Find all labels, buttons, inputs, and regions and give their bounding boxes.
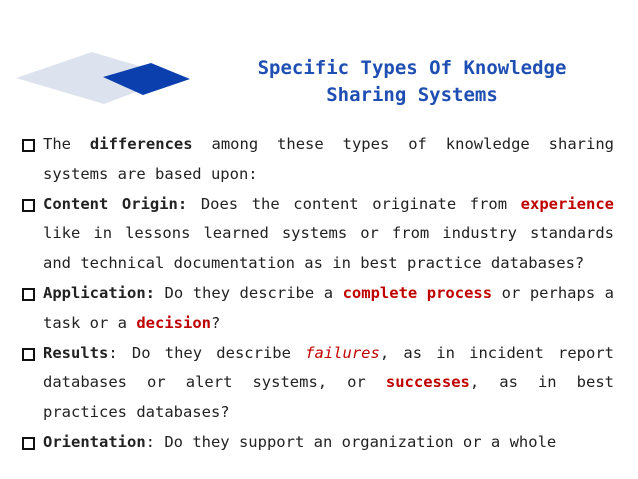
highlight-term: complete process <box>342 283 493 302</box>
text: Does the content originate from <box>187 194 521 213</box>
bullet-label: Results <box>43 343 109 362</box>
text: ? <box>210 313 221 332</box>
title-line-1: Specific Types Of Knowledge <box>257 57 567 79</box>
text: Do they describe a <box>154 283 343 302</box>
text: : Do they support an organization or a whole <box>145 432 557 451</box>
highlight-term: experience <box>520 194 614 213</box>
decorative-diamonds <box>0 0 240 120</box>
checkbox-bullet-icon <box>22 199 35 212</box>
text: among these types of knowledge sharing systems are based upon: <box>43 135 614 183</box>
checkbox-bullet-icon <box>22 348 35 361</box>
highlight-term: successes <box>385 373 470 392</box>
highlight-term: decision <box>136 313 211 332</box>
text: The <box>43 135 90 153</box>
bullet-label: Orientation <box>43 432 146 451</box>
text: : Do they describe <box>108 343 306 362</box>
bold-term: differences <box>89 135 193 153</box>
bullet-application <box>22 279 614 339</box>
checkbox-bullet-icon <box>22 437 35 450</box>
checkbox-bullet-icon <box>22 139 35 152</box>
bullet-orientation <box>22 428 614 458</box>
text: or perhaps a task or a <box>43 283 615 332</box>
text: like in lessons learned systems or from industry standards and technical documentation as in best practice databases? <box>43 224 614 273</box>
bullet-list <box>22 130 614 458</box>
bullet-differences <box>22 130 614 190</box>
bullet-label: Application: <box>43 283 155 302</box>
text: , as in incident report databases or alert systems, or <box>43 343 614 392</box>
checkbox-bullet-icon <box>22 288 35 301</box>
title-line-2: Sharing Systems <box>326 84 498 106</box>
highlight-term: failures <box>305 343 380 362</box>
bullet-content-origin <box>22 190 614 279</box>
slide-title <box>222 55 602 109</box>
text: , as in best practices databases? <box>43 373 615 422</box>
bullet-label: Content Origin: <box>43 194 188 213</box>
bullet-results <box>22 339 614 428</box>
